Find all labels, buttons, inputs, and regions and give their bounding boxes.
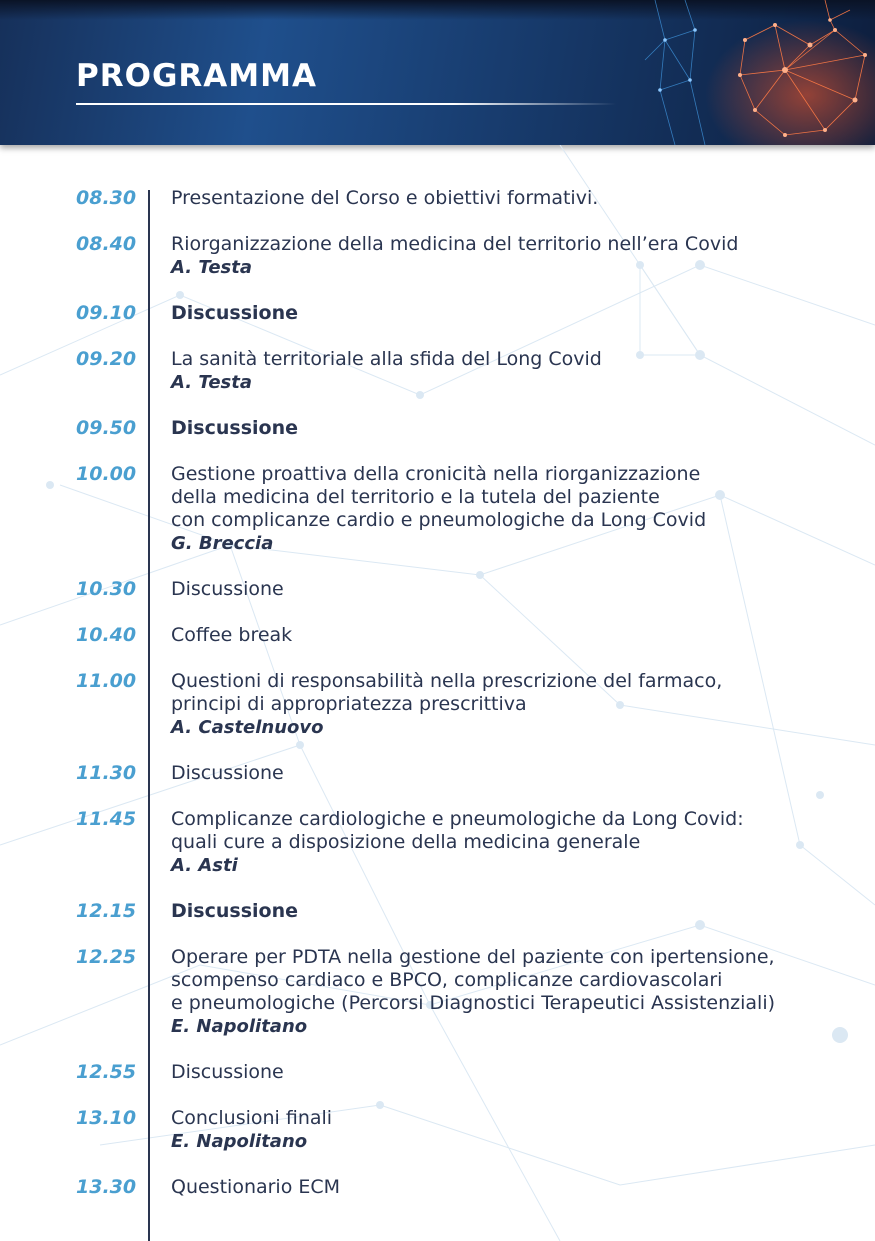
entry-time: 09.20 bbox=[76, 348, 137, 370]
entry-time: 11.30 bbox=[76, 762, 137, 784]
entry-time: 08.30 bbox=[76, 187, 137, 209]
entry-content bbox=[171, 187, 811, 210]
entry-speaker: E. Napolitano bbox=[171, 1016, 308, 1037]
entry-speaker: A. Testa bbox=[171, 257, 252, 278]
entry-time: 13.30 bbox=[76, 1176, 137, 1198]
entry-content bbox=[171, 233, 811, 279]
entry-time: 12.15 bbox=[76, 900, 137, 922]
entry-content bbox=[171, 1176, 811, 1199]
entry-speaker: G. Breccia bbox=[171, 533, 274, 554]
entry-time: 10.30 bbox=[76, 578, 137, 600]
entry-content bbox=[171, 670, 811, 739]
entry-title: principi di appropriatezza prescrittiva bbox=[171, 693, 527, 715]
entry-content bbox=[171, 578, 811, 601]
header-banner bbox=[0, 0, 875, 145]
entry-title: Presentazione del Corso e obiettivi formativi. bbox=[171, 187, 599, 209]
entry-time: 12.55 bbox=[76, 1061, 137, 1083]
entry-title: scompenso cardiaco e BPCO, complicanze cardiovascolari bbox=[171, 969, 723, 991]
entry-time: 09.50 bbox=[76, 417, 137, 439]
entry-time: 13.10 bbox=[76, 1107, 137, 1129]
lungs-network-illustration bbox=[625, 0, 875, 145]
entry-title: Conclusioni finali bbox=[171, 1107, 333, 1129]
entry-content bbox=[171, 1107, 811, 1153]
entry-time: 11.45 bbox=[76, 808, 137, 830]
entry-title: e pneumologiche (Percorsi Diagnostici Terapeutici Assistenziali) bbox=[171, 992, 776, 1014]
entry-content bbox=[171, 1061, 811, 1084]
entry-title: Discussione bbox=[171, 578, 284, 600]
entry-speaker: A. Asti bbox=[171, 855, 238, 876]
entry-content bbox=[171, 417, 811, 440]
entry-content bbox=[171, 808, 811, 877]
entry-title: Discussione bbox=[171, 302, 298, 324]
entry-time: 10.00 bbox=[76, 463, 137, 485]
entry-time: 09.10 bbox=[76, 302, 137, 324]
entry-content bbox=[171, 624, 811, 647]
entry-title: quali cure a disposizione della medicina generale bbox=[171, 831, 641, 853]
title-underline bbox=[76, 103, 616, 105]
entry-speaker: A. Castelnuovo bbox=[171, 717, 324, 738]
entry-title: Questioni di responsabilità nella prescrizione del farmaco, bbox=[171, 670, 723, 692]
entry-title: Gestione proattiva della cronicità nella riorganizzazione bbox=[171, 463, 701, 485]
entry-time: 12.25 bbox=[76, 946, 137, 968]
entry-speaker: E. Napolitano bbox=[171, 1131, 308, 1152]
page-title: PROGRAMMA bbox=[76, 58, 317, 94]
entry-title: Discussione bbox=[171, 900, 298, 922]
entry-time: 11.00 bbox=[76, 670, 137, 692]
entry-content bbox=[171, 900, 811, 923]
entry-content bbox=[171, 302, 811, 325]
entry-title: Discussione bbox=[171, 417, 298, 439]
entry-title: Riorganizzazione della medicina del territorio nell’era Covid bbox=[171, 233, 739, 255]
entry-time: 10.40 bbox=[76, 624, 137, 646]
entry-title: Complicanze cardiologiche e pneumologiche da Long Covid: bbox=[171, 808, 744, 830]
entry-speaker: A. Testa bbox=[171, 372, 252, 393]
timeline-divider bbox=[148, 190, 150, 1241]
entry-title: Coffee break bbox=[171, 624, 293, 646]
entry-title: Questionario ECM bbox=[171, 1176, 341, 1198]
entry-content bbox=[171, 348, 811, 394]
entry-content bbox=[171, 762, 811, 785]
entry-title: La sanità territoriale alla sfida del Long Covid bbox=[171, 348, 602, 370]
entry-content bbox=[171, 463, 811, 555]
entry-title: Discussione bbox=[171, 1061, 284, 1083]
entry-title: con complicanze cardio e pneumologiche da Long Covid bbox=[171, 509, 707, 531]
entry-title: Discussione bbox=[171, 762, 284, 784]
entry-time: 08.40 bbox=[76, 233, 137, 255]
entry-title: Operare per PDTA nella gestione del paziente con ipertensione, bbox=[171, 946, 775, 968]
entry-content bbox=[171, 946, 811, 1038]
entry-title: della medicina del territorio e la tutela del paziente bbox=[171, 486, 660, 508]
